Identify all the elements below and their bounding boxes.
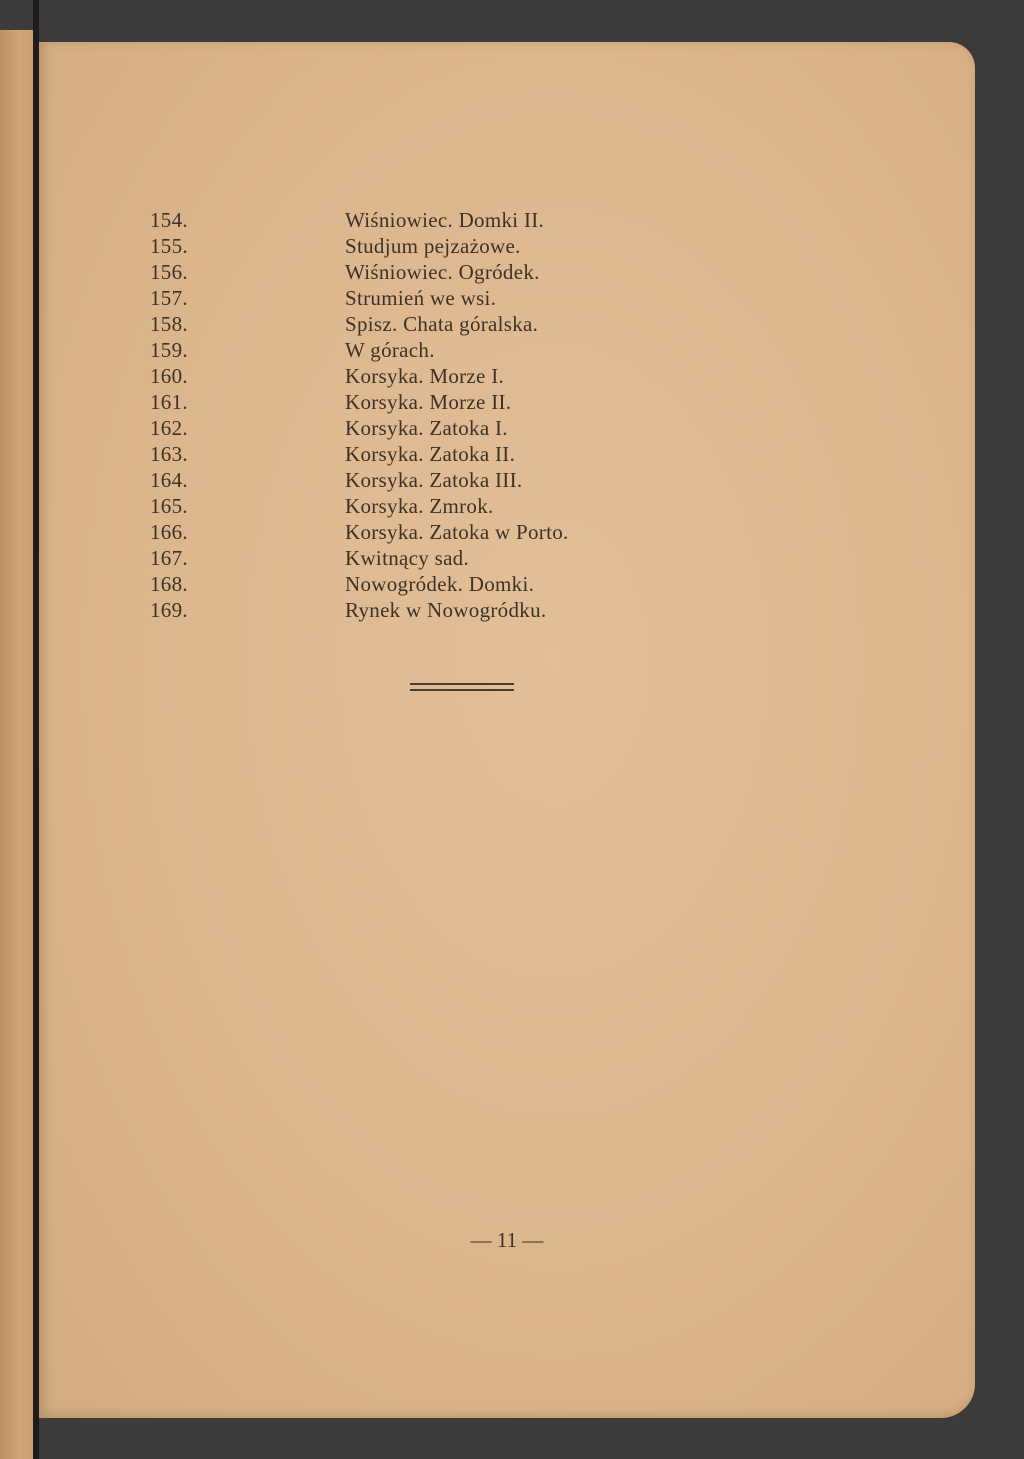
entry-title: Korsyka. Zatoka III. (345, 468, 523, 492)
entry-title: Wiśniowiec. Ogródek. (345, 260, 540, 284)
entry-number: 169. (150, 598, 188, 622)
entry-number: 163. (150, 442, 188, 466)
list-item (150, 571, 569, 597)
entry-number: 155. (150, 234, 188, 258)
entry-title: W górach. (345, 338, 435, 362)
list-item (150, 285, 569, 311)
entry-number: 160. (150, 364, 188, 388)
entry-number: 167. (150, 546, 188, 570)
double-rule-bottom (410, 689, 514, 691)
list-item (150, 259, 569, 285)
list-item (150, 545, 569, 571)
list-item (150, 519, 569, 545)
entry-number: 161. (150, 390, 188, 414)
entry-number: 156. (150, 260, 188, 284)
list-item (150, 441, 569, 467)
entry-title: Nowogródek. Domki. (345, 572, 535, 596)
entry-number: 157. (150, 286, 188, 310)
list-item (150, 311, 569, 337)
entry-number: 158. (150, 312, 188, 336)
entry-title: Wiśniowiec. Domki II. (345, 208, 545, 232)
list-item (150, 207, 569, 233)
entry-number: 164. (150, 468, 188, 492)
entry-title: Rynek w Nowogródku. (345, 598, 547, 622)
list-item (150, 233, 569, 259)
entry-number: 162. (150, 416, 188, 440)
list-item (150, 467, 569, 493)
entry-title: Strumień we wsi. (345, 286, 497, 310)
double-rule-top (410, 683, 514, 685)
book-page (39, 42, 975, 1418)
page-number: — 11 — (470, 1228, 544, 1252)
list-item (150, 337, 569, 363)
list-item (150, 415, 569, 441)
entry-number: 166. (150, 520, 188, 544)
left-page-edge (0, 30, 36, 1459)
entry-title: Kwitnący sad. (345, 546, 470, 570)
catalogue-list (150, 207, 569, 623)
entry-title: Korsyka. Morze I. (345, 364, 505, 388)
entry-title: Korsyka. Zatoka I. (345, 416, 508, 440)
entry-number: 168. (150, 572, 188, 596)
entry-title: Korsyka. Zmrok. (345, 494, 494, 518)
entry-number: 159. (150, 338, 188, 362)
entry-title: Spisz. Chata góralska. (345, 312, 539, 336)
list-item (150, 597, 569, 623)
entry-number: 165. (150, 494, 188, 518)
list-item (150, 363, 569, 389)
entry-title: Studjum pejzażowe. (345, 234, 521, 258)
entry-title: Korsyka. Zatoka w Porto. (345, 520, 569, 544)
entry-title: Korsyka. Morze II. (345, 390, 512, 414)
entry-number: 154. (150, 208, 188, 232)
list-item (150, 389, 569, 415)
entry-title: Korsyka. Zatoka II. (345, 442, 516, 466)
list-item (150, 493, 569, 519)
